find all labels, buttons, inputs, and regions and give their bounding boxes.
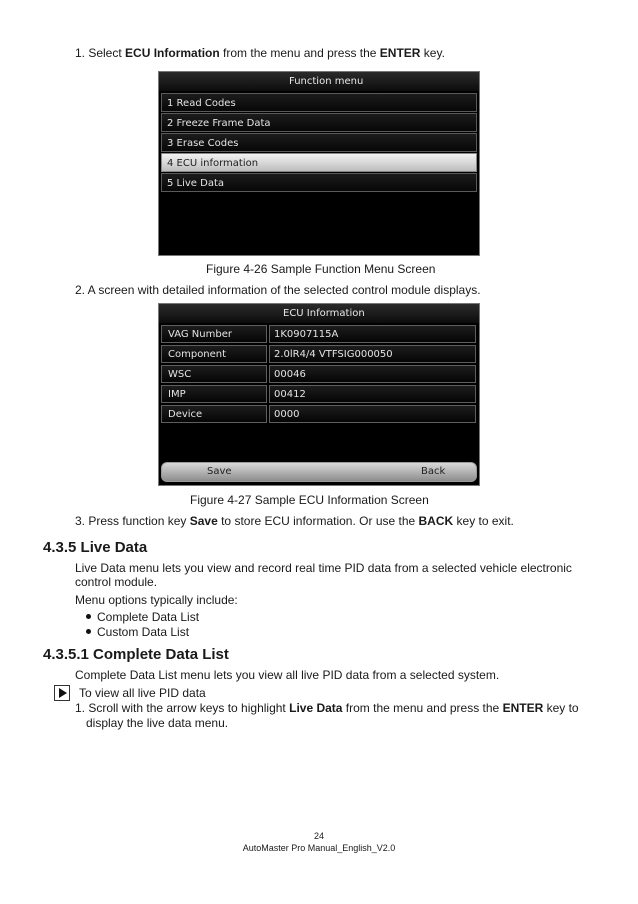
step1-menu-name: ECU Information — [125, 46, 220, 60]
section-heading-live-data: 4.3.5 Live Data — [43, 539, 148, 556]
function-menu-screen — [158, 71, 480, 256]
step1-prefix: 1. Select — [75, 46, 126, 60]
list-item-label: Custom Data List — [97, 625, 190, 639]
bullet-icon — [86, 614, 91, 619]
ecu-row-label: VAG Number — [161, 325, 267, 343]
bullet-icon — [86, 629, 91, 634]
procedure-arrow-icon — [54, 685, 70, 701]
procedure-step1-key-name: ENTER — [502, 701, 544, 715]
ecu-row-label: IMP — [161, 385, 267, 403]
ecu-info-title: ECU Information — [283, 308, 365, 319]
procedure-title: To view all live PID data — [79, 686, 206, 700]
back-button[interactable]: Back — [421, 466, 446, 477]
ecu-row-label: WSC — [161, 365, 267, 383]
section-heading-complete-data-list: 4.3.5.1 Complete Data List — [43, 646, 229, 663]
step3-key-back: BACK — [418, 514, 454, 528]
menu-item-label: 4 ECU information — [167, 158, 259, 169]
ecu-row-label: Device — [161, 405, 267, 423]
live-data-paragraph-line2: control module. — [75, 575, 158, 589]
menu-options-intro: Menu options typically include: — [75, 593, 238, 607]
step1-suffix: key. — [420, 46, 445, 60]
list-item — [86, 610, 199, 624]
menu-item-ecu-information[interactable] — [161, 153, 477, 172]
soft-key-bar — [161, 462, 477, 482]
menu-item-label: 5 Live Data — [167, 178, 225, 189]
ecu-info-title-bar — [159, 304, 479, 323]
list-item — [86, 625, 189, 639]
ecu-row-value: 2.0lR4/4 VTFSIG000050 — [269, 345, 476, 363]
menu-item-label: 3 Erase Codes — [167, 138, 239, 149]
step3-suffix: key to exit. — [453, 514, 514, 528]
menu-item-live-data[interactable] — [161, 173, 477, 192]
step1-mid: from the menu and press the — [219, 46, 380, 60]
menu-item-freeze-frame[interactable] — [161, 113, 477, 132]
step3-text — [75, 514, 514, 528]
function-menu-title: Function menu — [289, 76, 364, 87]
live-data-paragraph-line1: Live Data menu lets you view and record real time PID data from a selected vehicle electronic — [75, 561, 572, 575]
procedure-step1-menu-name: Live Data — [289, 701, 343, 715]
procedure-step1-suffix: key to — [543, 701, 579, 715]
procedure-step1-prefix: 1. Scroll with the arrow keys to highlight — [75, 701, 290, 715]
ecu-row-value: 00046 — [269, 365, 476, 383]
page-number: 24 — [313, 831, 324, 841]
step3-mid: to store ECU information. Or use the — [217, 514, 419, 528]
step3-key-save: Save — [189, 514, 218, 528]
ecu-row-value: 0000 — [269, 405, 476, 423]
step1-text — [75, 46, 445, 60]
procedure-step1-line1 — [75, 701, 579, 715]
list-item-label: Complete Data List — [97, 610, 200, 624]
menu-item-label: 1 Read Codes — [167, 98, 236, 109]
ecu-row-value: 1K0907115A — [269, 325, 476, 343]
procedure-step1-mid: from the menu and press the — [342, 701, 503, 715]
step2-text: 2. A screen with detailed information of the selected control module displays. — [75, 283, 481, 297]
ecu-row-value: 00412 — [269, 385, 476, 403]
ecu-information-screen — [158, 303, 480, 486]
complete-data-list-paragraph: Complete Data List menu lets you view all live PID data from a selected system. — [75, 668, 500, 682]
menu-item-label: 2 Freeze Frame Data — [167, 118, 271, 129]
figure-4-26-caption: Figure 4-26 Sample Function Menu Screen — [206, 262, 436, 276]
document-name: AutoMaster Pro Manual_English_V2.0 — [242, 843, 396, 853]
step1-key-name: ENTER — [379, 46, 421, 60]
step3-prefix: 3. Press function key — [75, 514, 190, 528]
save-button[interactable]: Save — [207, 466, 232, 477]
procedure-step1-line2: display the live data menu. — [86, 716, 229, 730]
menu-item-read-codes[interactable] — [161, 93, 477, 112]
function-menu-title-bar — [159, 72, 479, 91]
menu-item-erase-codes[interactable] — [161, 133, 477, 152]
ecu-row-label: Component — [161, 345, 267, 363]
figure-4-27-caption: Figure 4-27 Sample ECU Information Screen — [190, 493, 429, 507]
